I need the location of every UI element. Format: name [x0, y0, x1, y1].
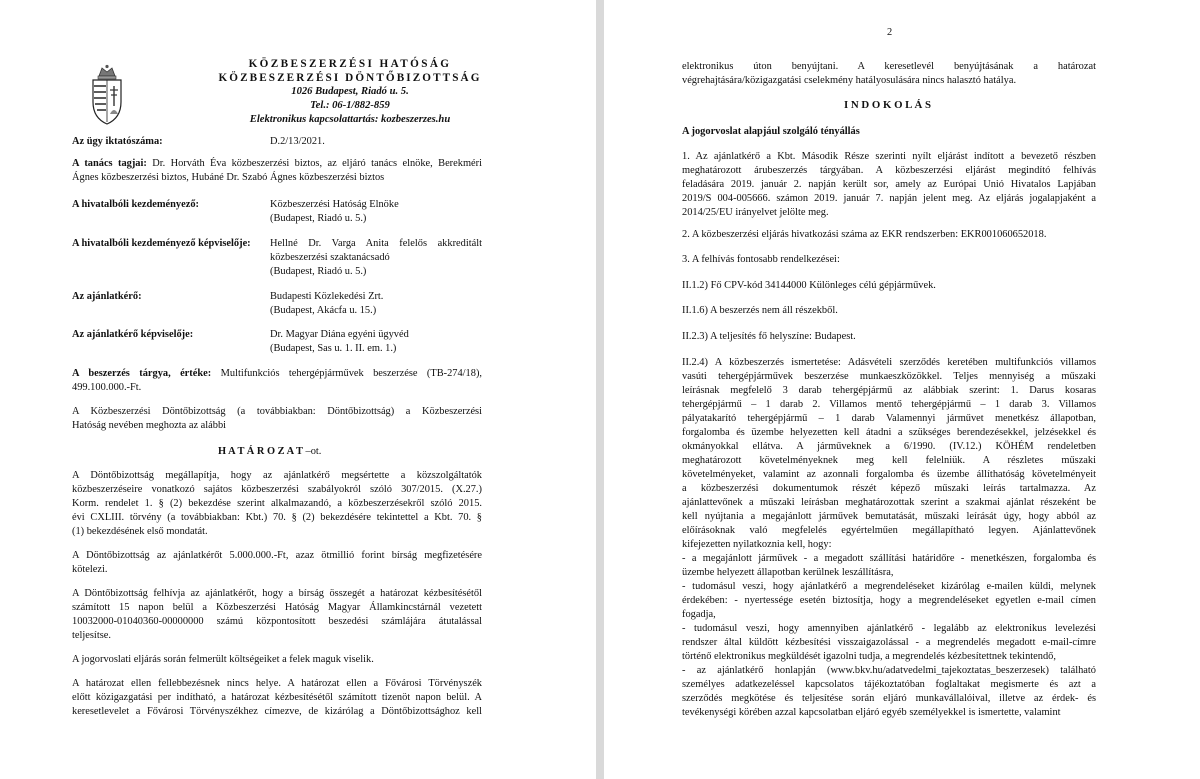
reasoning-p5-line-1: II.1.6) A beszerzés nem áll részekből. — [682, 305, 838, 316]
reasoning-p7-line-18: érdekében: - nyertessége esetén biztosítja, hogy a megrendeléseket egyetlen e-mail címen — [682, 595, 1096, 606]
reasoning-title: I N D O K O L Á S — [844, 99, 931, 111]
reasoning-p7-line-24: személyes adatkezeléssel kapcsolatos tájékoztatóban foglaltakat megismerte és azt a — [682, 679, 1096, 690]
council-line-2: Ágnes közbeszerzési biztos, Hubáné Dr. Szabó Ágnes közbeszerzési biztos — [72, 172, 385, 183]
section-title: A jogorvoslat alapjául szolgáló tényállás — [682, 126, 860, 137]
reasoning-p2-line-1: 2. A közbeszerzési eljárás hivatkozási száma az EKR rendszerben: EKR001060652018. — [682, 229, 1047, 240]
intro-line-2: Hatóság nevében meghozta az alábbi — [72, 420, 227, 431]
ruling-p1-line-1: A Döntőbizottság megállapítja, hogy az ajánlatkérő megsértette a közszolgáltatók — [72, 470, 482, 481]
case-number-label: Az ügy iktatószáma: — [72, 136, 163, 147]
reasoning-p7-line-19: fogadja, — [682, 609, 716, 620]
party-value-initiator-2: (Budapest, Riadó u. 5.) — [270, 213, 367, 224]
reasoning-p7-line-4: tehergépjármű – 1 darab 2. Villamos mentő tehergépjármű – 1 darab 3. Villamos — [682, 399, 1096, 410]
party-value-initiator-1: Közbeszerzési Hatóság Elnöke — [270, 199, 399, 210]
reasoning-p7-line-10: a közbeszerzési dokumentumok részét képező műszaki leírás tartalmazza. Az — [682, 483, 1096, 494]
ruling-p2-line-2: kötelezi. — [72, 564, 108, 575]
subject-line-1 — [72, 367, 482, 380]
party-value-contracting-1: Budapesti Közlekedési Zrt. — [270, 291, 384, 302]
document-page-2 — [604, 0, 1200, 779]
party-value-initiator-rep-3: (Budapest, Riadó u. 5.) — [270, 266, 367, 277]
header-tel: Tel.: 06-1/882-859 — [310, 100, 390, 111]
decision-heading — [218, 445, 321, 458]
ruling-p3-line-2: számított 15 napon belül a Közbeszerzési Hatóság Magyar Államkincstárnál vezetett — [72, 602, 482, 613]
reasoning-p7-line-8: meghatározott követelményeknek meg kell felelniük. A részletes műszaki — [682, 455, 1096, 466]
hungarian-coat-of-arms-icon — [90, 64, 124, 126]
reasoning-p7-line-1: II.2.4) A közbeszerzés ismertetése: Adásvételi szerződés keretében multifunkciós villamos — [682, 357, 1096, 368]
reasoning-p7-line-9: követelményeket, valamint az azonnali forgalomba és üzembe állíthatóság követelményeit — [682, 469, 1096, 480]
header-org-line1: KÖZBESZERZÉSI HATÓSÁG — [248, 58, 452, 70]
party-value-contracting-rep-1: Dr. Magyar Diána egyéni ügyvéd — [270, 329, 409, 340]
reasoning-p7-line-12: kell nyújtania a megajánlott járművek bemutatását, műszaki leírását úgy, hogy abból az — [682, 511, 1096, 522]
reasoning-p1-line-3: feladására 2019. január 2. napján került sor, amely az Európai Unió Hivatalos Lapjában — [682, 179, 1096, 190]
reasoning-p7-line-7: okmányokkal ellátva. A járműveknek a 6/1990. (IV.12.) KÖHÉM rendeletben — [682, 441, 1096, 452]
reasoning-p7-line-23: - az ajánlatkérő honlapján (www.bkv.hu/adatvedelmi_tajekoztatas_beszerzesek) található — [682, 665, 1096, 676]
reasoning-p7-line-16: üzembe helyezett állapotban kerülnek leszállításra, — [682, 567, 894, 578]
council-label: A tanács tagjai: — [72, 158, 147, 169]
reasoning-p7-line-13: előírásoknak való megfelelés egyértelműen megállapítható legyen. Ajánlattevőnek — [682, 525, 1096, 536]
reasoning-p7-line-25: szerződés megkötése és teljesítése során eljáró munkavállalóival, illetve az érdek- és — [682, 693, 1096, 704]
ruling-p1-line-3: Korm. rendelet 1. § (2) bekezdése szerint alkalmazandó, a közbeszerzésekről szóló 2015. — [72, 498, 482, 509]
ruling-p3-line-1: A Döntőbizottság felhívja az ajánlatkérőt, hogy a bírság összegét a határozat kézbesítésétől — [72, 588, 482, 599]
subject-line-2: 499.100.000.-Ft. — [72, 382, 142, 393]
council-line-1 — [72, 157, 482, 170]
decision-title: H A T Á R O Z A T — [218, 446, 303, 457]
reasoning-p1-line-4: 2019/S 004-005666. számon 2019. január 7. napján jelent meg. Az eljárás jogalapjaként a — [682, 193, 1096, 204]
party-value-contracting-2: (Budapest, Akácfa u. 15.) — [270, 305, 377, 316]
header-email: Elektronikus kapcsolattartás: kozbeszerzes.hu — [249, 114, 451, 125]
reasoning-p1-line-1: 1. Az ajánlatkérő a Kbt. Második Része szerinti nyílt eljárást indított a bevezető részben — [682, 151, 1096, 162]
ruling-p1-line-4: évi CXLIII. törvény (a továbbiakban: Kbt.) 70. § (2) bekezdésére tekintettel a Kbt. 70. § — [72, 512, 482, 523]
reasoning-p7-line-15: - a megajánlott járművek - a megadott szállítási határidőre - menetkészen, forgalomba és — [682, 553, 1096, 564]
party-label-contracting: Az ajánlatkérő: — [72, 291, 142, 302]
ruling-p4-line-1: A jogorvoslati eljárás során felmerült költségeiket a felek maguk viselik. — [72, 654, 374, 665]
reasoning-p6-line-1: II.2.3) A teljesítés fő helyszíne: Budapest. — [682, 331, 856, 342]
ruling-p2-line-1: A Döntőbizottság az ajánlatkérőt 5.000.000.-Ft, azaz ötmillió forint bírság megfizetésére — [72, 550, 482, 561]
party-label-initiator-rep: A hivatalbóli kezdeményező képviselője: — [72, 238, 251, 249]
ruling-p3-line-3: 10032000-01040360-00000000 számú központosított beszedési számlájára átutalással — [72, 616, 482, 627]
reasoning-p7-line-3: leírásnak megfelelő 3 darab tehergépjármű az alábbiak szerint: 1. Darus kosaras — [682, 385, 1096, 396]
reasoning-p4-line-1: II.1.2) Fő CPV-kód 34144000 Különleges célú gépjárművek. — [682, 280, 936, 291]
reasoning-p7-line-2: vasúti tehergépjárművek beszerzése munkaeszközökkel. Teljes mennyiség a műszaki — [682, 371, 1096, 382]
ruling-p5-line-2: előtt közigazgatási per indítható, a határozat kézbesítésétől számított tizenöt napon belül. A — [72, 692, 482, 703]
reasoning-p7-line-20: - tudomásul veszi, hogy amennyiben ajánlatkérő - legalább az elektronikus levelezési — [682, 623, 1096, 634]
document-page-1 — [0, 0, 596, 779]
header-org-line2: KÖZBESZERZÉSI DÖNTŐBIZOTTSÁG — [218, 72, 482, 84]
reasoning-p7-line-21: rendszer által küldött kézbesítési visszaigazolással - a megrendelés megadott e-mail-címre — [682, 637, 1096, 648]
council-text: Dr. Horváth Éva közbeszerzési biztos, az eljáró tanács elnöke, Berekméri — [146, 158, 482, 169]
ruling-p1-line-5: (1) bekezdésének első mondatát. — [72, 526, 208, 537]
party-value-contracting-rep-2: (Budapest, Sas u. 1. II. em. 1.) — [270, 343, 397, 354]
case-number-value: D.2/13/2021. — [270, 136, 325, 147]
decision-suffix: –ot. — [302, 446, 322, 457]
reasoning-p7-line-6: forgalomba és üzembe helyezetten kell átadni a szükséges berendezésekkel, jelzésekkel és — [682, 427, 1096, 438]
party-value-initiator-rep-1: Hellné Dr. Varga Anita felelős akkreditált — [270, 238, 482, 249]
reasoning-p3-line-1: 3. A felhívás fontosabb rendelkezései: — [682, 254, 840, 265]
header-address: 1026 Budapest, Riadó u. 5. — [291, 86, 409, 97]
ruling-p3-line-4: teljesítse. — [72, 630, 111, 641]
ruling-p5-line-1: A határozat ellen fellebbezésnek nincs helye. A határozat ellen a Fővárosi Törvényszék — [72, 678, 482, 689]
page-number: 2 — [887, 27, 893, 38]
reasoning-p7-line-5: pályatakarító tehergépjármű – 1 darab Valamennyi járművet menetkész állapotban, — [682, 413, 1096, 424]
ruling-p5-line-3: keresetlevelet a Fővárosi Törvényszékhez címezve, de kizárólag a Döntőbizottsághoz kell — [72, 706, 482, 717]
subject-text: Multifunkciós tehergépjárművek beszerzése (TB-274/18), — [211, 368, 483, 379]
party-label-contracting-rep: Az ajánlatkérő képviselője: — [72, 329, 194, 340]
subject-label: A beszerzés tárgya, értéke: — [72, 368, 212, 379]
top-line-2: végrehajtására/közigazgatási cselekmény hatályosulására nincs halasztó hatálya. — [682, 75, 1017, 86]
reasoning-p1-line-5: 2014/25/EU irányelvet jelölte meg. — [682, 207, 829, 218]
top-line-1: elektronikus úton benyújtani. A keresetlevél benyújtásának a határozat — [682, 61, 1096, 72]
reasoning-p1-line-2: meghatározott árubeszerzés tárgyában. A közbeszerzési eljárást megindító felhívás — [682, 165, 1096, 176]
reasoning-p7-line-22: történő elektronikus megküldését igazolni tudja, a megrendelés kézbesítettnek tekintendő, — [682, 651, 1056, 662]
reasoning-p7-line-17: - tudomásul veszi, hogy ajánlatkérő a megrendeléseket kizárólag e-mailen küldi, melynek — [682, 581, 1096, 592]
party-label-initiator: A hivatalbóli kezdeményező: — [72, 199, 199, 210]
party-value-initiator-rep-2: közbeszerzési szaktanácsadó — [270, 252, 390, 263]
reasoning-p7-line-26: tevékenységi körében azzal kapcsolatban eljáró egyéb személyekkel is ismertette, valamint — [682, 707, 1061, 718]
reasoning-p7-line-14: kifejezetten nyilatkoznia kell, hogy: — [682, 539, 832, 550]
ruling-p1-line-2: közbeszerzéseire vonatkozó sajátos közbeszerzési szabályokról szóló 307/2015. (X.27.) — [72, 484, 482, 495]
intro-line-1: A Közbeszerzési Döntőbizottság (a továbbiakban: Döntőbizottság) a Közbeszerzési — [72, 406, 482, 417]
reasoning-p7-line-11: ajánlattevőnek a műszaki leírásban meghatározottak szerint a szakmai ajánlat részeként be — [682, 497, 1096, 508]
